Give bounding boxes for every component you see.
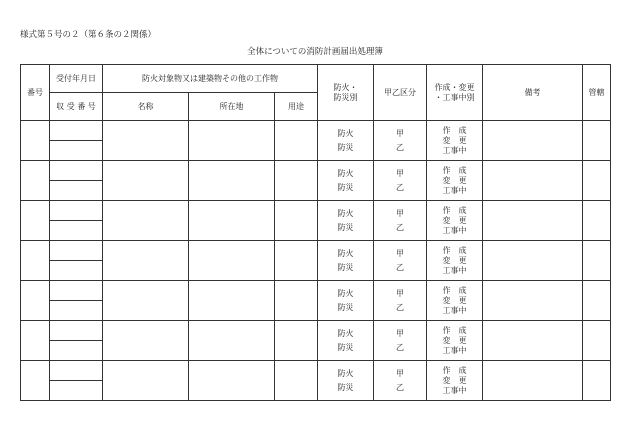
cell-jurisdiction[interactable]	[583, 161, 611, 201]
table-row	[21, 161, 611, 181]
cell-received-date[interactable]	[50, 121, 103, 141]
cell-category[interactable]	[374, 201, 427, 241]
label-otsu: 乙	[396, 223, 405, 232]
header-remarks: 備考	[483, 65, 583, 121]
cell-remarks[interactable]	[483, 281, 583, 321]
cell-fire-disaster[interactable]	[318, 241, 374, 281]
label-disaster: 防災	[337, 263, 354, 272]
cell-jurisdiction[interactable]	[583, 361, 611, 401]
cell-receipt-number[interactable]	[50, 141, 103, 161]
cell-create-change[interactable]	[427, 161, 483, 201]
cell-jurisdiction[interactable]	[583, 241, 611, 281]
label-change: 変 更	[442, 215, 467, 225]
header-building: 防火対象物又は建築物その他の工作物	[103, 65, 318, 93]
cell-location[interactable]	[189, 121, 275, 161]
cell-receipt-number[interactable]	[50, 381, 103, 401]
cell-remarks[interactable]	[483, 321, 583, 361]
cell-number[interactable]	[21, 321, 50, 361]
label-construction: 工事中	[442, 226, 467, 236]
cell-fire-disaster[interactable]	[318, 321, 374, 361]
cell-jurisdiction[interactable]	[583, 201, 611, 241]
label-otsu: 乙	[396, 383, 405, 392]
label-create: 作 成	[442, 165, 467, 175]
cell-receipt-number[interactable]	[50, 301, 103, 321]
cell-location[interactable]	[189, 241, 275, 281]
cell-received-date[interactable]	[50, 201, 103, 221]
cell-receipt-number[interactable]	[50, 261, 103, 281]
cell-name[interactable]	[103, 361, 189, 401]
label-change: 変 更	[442, 255, 467, 265]
header-fire-disaster-line1: 防火・	[333, 82, 358, 92]
label-otsu: 乙	[396, 343, 405, 352]
label-ko: 甲	[396, 248, 405, 258]
cell-received-date[interactable]	[50, 361, 103, 381]
header-fire-disaster	[318, 65, 374, 121]
cell-use[interactable]	[275, 121, 318, 161]
form-label: 様式第５号の２（第６条の２関係）	[20, 30, 157, 40]
cell-number[interactable]	[21, 281, 50, 321]
cell-received-date[interactable]	[50, 281, 103, 301]
label-otsu: 乙	[396, 263, 405, 272]
cell-create-change[interactable]	[427, 361, 483, 401]
label-fire: 防火	[337, 128, 354, 138]
label-ko: 甲	[396, 168, 405, 178]
cell-jurisdiction[interactable]	[583, 281, 611, 321]
cell-remarks[interactable]	[483, 121, 583, 161]
cell-name[interactable]	[103, 281, 189, 321]
cell-create-change[interactable]	[427, 321, 483, 361]
label-otsu: 乙	[396, 143, 405, 152]
page-title: 全体についての消防計画届出処理簿	[247, 47, 383, 57]
table-row	[21, 241, 611, 261]
label-ko: 甲	[396, 128, 405, 138]
header-create-change-line2: ・工事中別	[434, 93, 475, 102]
label-construction: 工事中	[442, 346, 467, 356]
label-ko: 甲	[396, 328, 405, 338]
label-fire: 防火	[337, 288, 354, 298]
cell-remarks[interactable]	[483, 161, 583, 201]
cell-category[interactable]	[374, 321, 427, 361]
label-construction: 工事中	[442, 386, 467, 396]
label-change: 変 更	[442, 135, 467, 145]
cell-category[interactable]	[374, 161, 427, 201]
table-row	[21, 321, 611, 341]
header-name: 名称	[103, 93, 189, 121]
cell-category[interactable]	[374, 241, 427, 281]
label-ko: 甲	[396, 368, 405, 378]
cell-number[interactable]	[21, 361, 50, 401]
cell-fire-disaster[interactable]	[318, 281, 374, 321]
cell-use[interactable]	[275, 201, 318, 241]
label-construction: 工事中	[442, 266, 467, 276]
label-construction: 工事中	[442, 186, 467, 196]
cell-name[interactable]	[103, 161, 189, 201]
label-disaster: 防災	[337, 383, 354, 392]
cell-jurisdiction[interactable]	[583, 321, 611, 361]
register-table	[20, 64, 611, 401]
table-row	[21, 201, 611, 221]
cell-category[interactable]	[374, 121, 427, 161]
label-construction: 工事中	[442, 306, 467, 316]
label-otsu: 乙	[396, 183, 405, 192]
label-disaster: 防災	[337, 303, 354, 312]
cell-create-change[interactable]	[427, 281, 483, 321]
cell-location[interactable]	[189, 361, 275, 401]
cell-create-change[interactable]	[427, 241, 483, 281]
header-fire-disaster-line2: 防災別	[333, 93, 358, 102]
label-change: 変 更	[442, 375, 467, 385]
label-fire: 防火	[337, 328, 354, 338]
label-change: 変 更	[442, 295, 467, 305]
label-construction: 工事中	[442, 146, 467, 156]
cell-use[interactable]	[275, 241, 318, 281]
cell-received-date[interactable]	[50, 161, 103, 181]
label-ko: 甲	[396, 288, 405, 298]
label-create: 作 成	[442, 365, 467, 375]
header-location: 所在地	[189, 93, 275, 121]
cell-fire-disaster[interactable]	[318, 361, 374, 401]
cell-location[interactable]	[189, 281, 275, 321]
cell-receipt-number[interactable]	[50, 341, 103, 361]
cell-receipt-number[interactable]	[50, 181, 103, 201]
cell-location[interactable]	[189, 161, 275, 201]
cell-fire-disaster[interactable]	[318, 161, 374, 201]
label-disaster: 防災	[337, 343, 354, 352]
cell-name[interactable]	[103, 241, 189, 281]
cell-use[interactable]	[275, 161, 318, 201]
cell-jurisdiction[interactable]	[583, 121, 611, 161]
table-row	[21, 121, 611, 141]
label-fire: 防火	[337, 208, 354, 218]
label-create: 作 成	[442, 205, 467, 215]
cell-fire-disaster[interactable]	[318, 121, 374, 161]
header-jurisdiction: 管轄	[583, 65, 611, 121]
label-create: 作 成	[442, 125, 467, 135]
label-disaster: 防災	[337, 183, 354, 192]
table-row	[21, 281, 611, 301]
cell-number[interactable]	[21, 201, 50, 241]
header-number: 番号	[21, 65, 50, 121]
cell-number[interactable]	[21, 241, 50, 281]
cell-location[interactable]	[189, 201, 275, 241]
header-received-date: 受付年月日	[50, 65, 103, 93]
cell-use[interactable]	[275, 281, 318, 321]
label-create: 作 成	[442, 245, 467, 255]
cell-remarks[interactable]	[483, 361, 583, 401]
cell-number[interactable]	[21, 121, 50, 161]
cell-name[interactable]	[103, 201, 189, 241]
table-row	[21, 361, 611, 381]
cell-category[interactable]	[374, 361, 427, 401]
cell-fire-disaster[interactable]	[318, 201, 374, 241]
cell-create-change[interactable]	[427, 201, 483, 241]
label-fire: 防火	[337, 248, 354, 258]
label-create: 作 成	[442, 325, 467, 335]
label-ko: 甲	[396, 208, 405, 218]
label-change: 変 更	[442, 175, 467, 185]
cell-name[interactable]	[103, 121, 189, 161]
cell-name[interactable]	[103, 321, 189, 361]
header-create-change-line1: 作成・変更	[434, 82, 475, 92]
cell-use[interactable]	[275, 361, 318, 401]
cell-location[interactable]	[189, 321, 275, 361]
header-category: 甲乙区分	[374, 65, 427, 121]
cell-received-date[interactable]	[50, 321, 103, 341]
cell-category[interactable]	[374, 281, 427, 321]
cell-number[interactable]	[21, 161, 50, 201]
cell-use[interactable]	[275, 321, 318, 361]
label-change: 変 更	[442, 335, 467, 345]
label-fire: 防火	[337, 368, 354, 378]
label-disaster: 防災	[337, 143, 354, 152]
cell-received-date[interactable]	[50, 241, 103, 261]
label-fire: 防火	[337, 168, 354, 178]
cell-remarks[interactable]	[483, 241, 583, 281]
cell-create-change[interactable]	[427, 121, 483, 161]
cell-remarks[interactable]	[483, 201, 583, 241]
label-disaster: 防災	[337, 223, 354, 232]
header-create-change	[427, 65, 483, 121]
header-receipt-number: 収 受 番 号	[50, 93, 103, 121]
label-otsu: 乙	[396, 303, 405, 312]
header-use: 用途	[275, 93, 318, 121]
cell-receipt-number[interactable]	[50, 221, 103, 241]
label-create: 作 成	[442, 285, 467, 295]
